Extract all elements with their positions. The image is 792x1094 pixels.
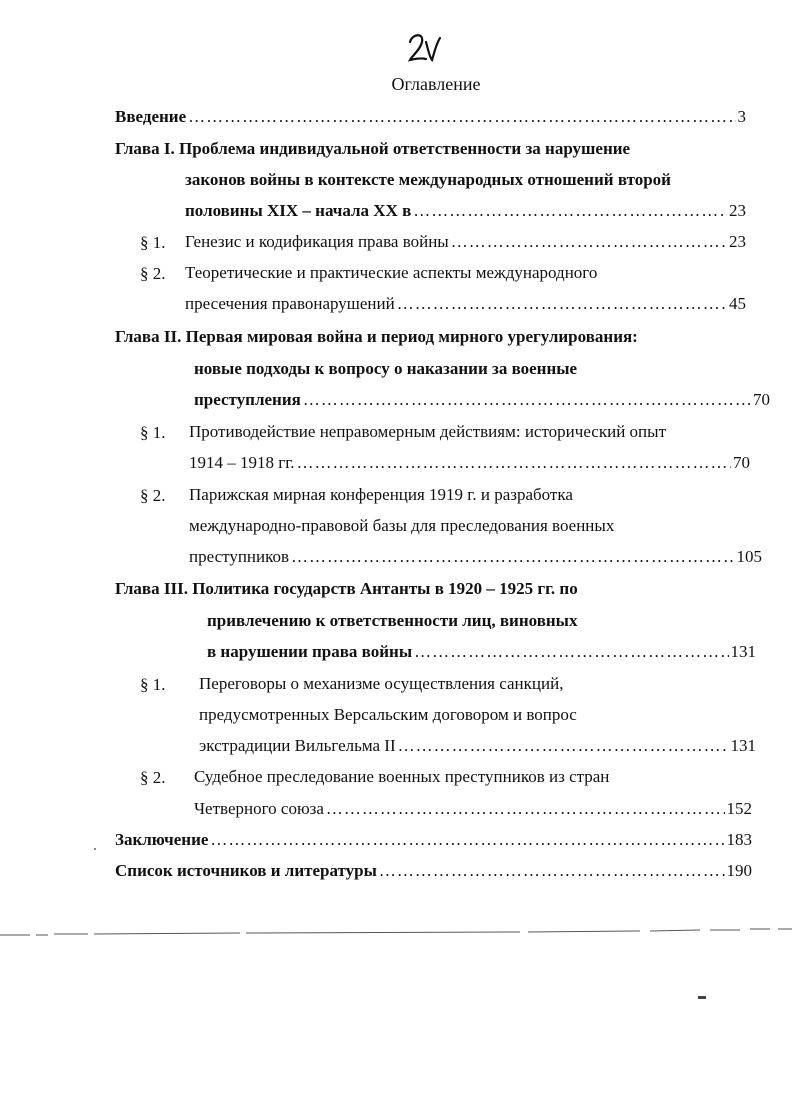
ch3-s2-line-1: Судебное преследование военных преступников из стран	[194, 767, 610, 786]
leader-dots	[188, 107, 735, 127]
toc-entry-label: 1914 – 1918 гг.	[189, 453, 295, 472]
scan-speck	[94, 848, 96, 850]
toc-page-number: 152	[726, 799, 752, 818]
leader-dots	[291, 547, 734, 567]
toc-entry-ch1-s1	[185, 232, 746, 256]
toc-entry-chapter-1	[185, 201, 746, 225]
toc-page-number: 23	[729, 232, 746, 251]
toc-entry-label: Введение	[115, 107, 187, 126]
ch3-s1-line-1: Переговоры о механизме осуществления санкций,	[199, 674, 564, 693]
chapter-3-title-line-1: Глава III. Политика государств Антанты в 1920 – 1925 гг. по	[115, 579, 578, 598]
toc-entry-ch2-s1	[189, 453, 750, 477]
toc-entry-label: Генезис и кодификация права войны	[185, 232, 449, 251]
toc-page-number: 131	[730, 736, 756, 755]
leader-dots	[397, 294, 727, 314]
ch2-s2-line-1: Парижская мирная конференция 1919 г. и разработка	[189, 485, 573, 504]
section-mark: § 1.	[140, 423, 166, 442]
toc-entry-label: половины XIX – начала XX в	[185, 201, 412, 220]
ch1-s2-line-1: Теоретические и практические аспекты международного	[185, 263, 598, 282]
toc-entry-label: в нарушении права войны	[207, 642, 413, 661]
section-mark: § 1.	[140, 233, 166, 252]
leader-dots	[398, 736, 729, 756]
toc-entry-ch3-s1	[199, 736, 756, 760]
toc-entry-label: пресечения правонарушений	[185, 294, 395, 313]
ch2-s2-line-2: международно-правовой базы для преследования военных	[189, 516, 615, 535]
scan-fold-line	[0, 926, 792, 938]
leader-dots	[413, 201, 727, 221]
leader-dots	[414, 642, 728, 662]
leader-dots	[451, 232, 727, 252]
toc-entry-sources	[115, 861, 752, 885]
toc-page-number: 105	[736, 547, 762, 566]
leader-dots	[210, 830, 724, 850]
leader-dots	[379, 861, 725, 881]
toc-entry-label: преступников	[189, 547, 290, 566]
section-mark: § 2.	[140, 486, 166, 505]
toc-entry-label: экстрадиции Вильгельма II	[199, 736, 396, 755]
toc-page-number: 45	[729, 294, 746, 313]
toc-page-number: 131	[730, 642, 756, 661]
chapter-2-title-line-1: Глава II. Первая мировая война и период мирного урегулирования:	[115, 327, 638, 346]
ch2-s1-line-1: Противодействие неправомерным действиям: исторический опыт	[189, 422, 666, 441]
toc-entry-ch1-s2	[185, 294, 746, 318]
toc-entry-label: Список источников и литературы	[115, 861, 377, 880]
toc-page-number: 3	[737, 107, 746, 126]
toc-page-number: 70	[753, 390, 770, 409]
toc-entry-intro	[115, 107, 746, 131]
leader-dots	[326, 799, 725, 819]
toc-page-number: 190	[726, 861, 752, 880]
ch3-s1-line-2: предусмотренных Версальским договором и вопрос	[199, 705, 577, 724]
scan-mark	[698, 996, 706, 999]
toc-entry-label: Четверного союза	[194, 799, 324, 818]
chapter-2-title-line-2: новые подходы к вопросу о наказании за военные	[194, 359, 578, 378]
toc-title: Оглавление	[391, 74, 481, 94]
section-mark: § 2.	[140, 264, 166, 283]
toc-entry-conclusion	[115, 830, 752, 854]
toc-page-number: 70	[733, 453, 750, 472]
chapter-3-title-line-2: привлечению к ответственности лиц, виновных	[207, 611, 578, 630]
leader-dots	[303, 390, 751, 410]
section-mark: § 2.	[140, 768, 166, 787]
chapter-1-title-line-1: Глава I. Проблема индивидуальной ответственности за нарушение	[115, 139, 631, 158]
section-mark: § 1.	[140, 675, 166, 694]
handwritten-page-number	[404, 28, 444, 68]
toc-page-number: 183	[726, 830, 752, 849]
toc-entry-label: преступления	[194, 390, 301, 409]
chapter-1-title-line-2: законов войны в контексте международных отношений второй	[185, 170, 671, 189]
toc-entry-ch3-s2	[194, 799, 752, 823]
leader-dots	[297, 453, 731, 473]
toc-page-number: 23	[729, 201, 746, 220]
toc-entry-chapter-3	[207, 642, 756, 666]
toc-entry-chapter-2	[194, 390, 770, 414]
toc-entry-label: Заключение	[115, 830, 209, 849]
toc-entry-ch2-s2	[189, 547, 762, 571]
